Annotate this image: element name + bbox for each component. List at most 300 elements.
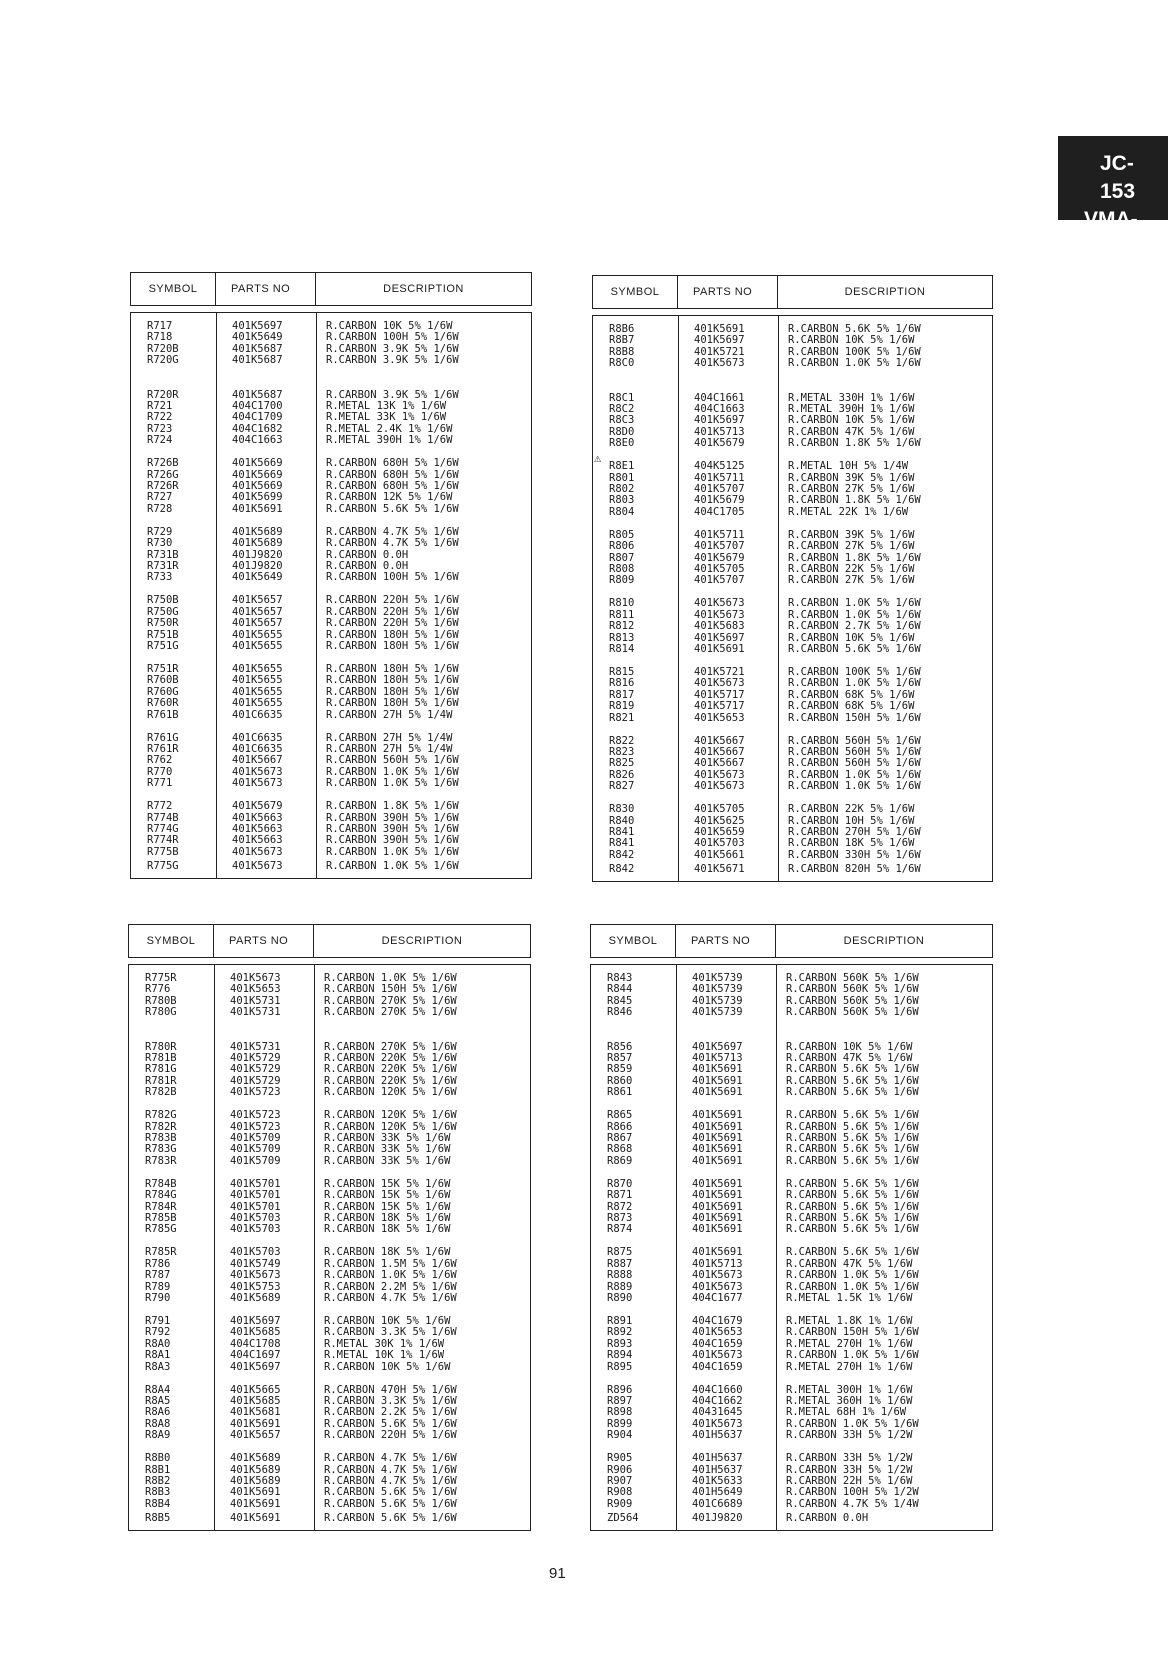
table-row (131, 470, 531, 481)
symbol-cell: R720B (147, 343, 179, 355)
symbol-cell: R720G (147, 355, 179, 367)
symbol-cell: R728 (147, 503, 173, 515)
row-group (129, 1110, 530, 1179)
symbol-cell: R775B (147, 846, 179, 858)
table-row (129, 1362, 530, 1373)
table-row (129, 1110, 530, 1121)
final-row (593, 864, 992, 875)
table-row (591, 1407, 992, 1418)
symbol-cell: R783G (145, 1144, 177, 1156)
description-cell: R.CARBON 18K 5% 1/6W (324, 1212, 451, 1224)
symbol-cell: R791 (145, 1315, 171, 1327)
row-group (129, 1385, 530, 1454)
symbol-cell: R751R (147, 663, 179, 675)
table-row (591, 1053, 992, 1064)
parts-no-cell: 401J9820 (232, 560, 283, 572)
symbol-cell: R717 (147, 321, 173, 332)
table-row (129, 1133, 530, 1144)
header-parts-no: PARTS NO (676, 925, 776, 957)
parts-no-cell: 401K5713 (692, 1052, 743, 1064)
header-description: DESCRIPTION (843, 935, 925, 947)
table-row (591, 996, 992, 1007)
symbol-cell: R8A5 (145, 1395, 171, 1407)
description-cell: R.METAL 300H 1% 1/6W (786, 1384, 913, 1396)
parts-no-cell: 40431645 (692, 1407, 743, 1419)
description-cell: R.CARBON 5.6K 5% 1/6W (786, 1201, 919, 1213)
description-cell: R.CARBON 220K 5% 1/6W (324, 1064, 457, 1076)
row-group (593, 736, 992, 805)
table-row (591, 1087, 992, 1098)
parts-no-cell: 401K5691 (692, 1075, 743, 1087)
parts-no-cell: 401K5689 (230, 1464, 281, 1476)
table-row (593, 736, 992, 747)
parts-no-cell: 404C1697 (230, 1350, 281, 1362)
parts-no-cell: 404C1660 (692, 1384, 743, 1396)
column-divider (316, 313, 317, 878)
symbol-cell: R774R (147, 835, 179, 847)
symbol-cell: R8B2 (145, 1475, 171, 1487)
row-group (593, 393, 992, 462)
table-row (131, 390, 531, 401)
parts-no-cell: 401K5655 (232, 675, 283, 687)
table-row (593, 393, 992, 404)
symbol-cell: R857 (607, 1052, 633, 1064)
row-group (131, 801, 531, 870)
table-row (129, 973, 530, 984)
description-cell: R.CARBON 680H 5% 1/6W (326, 469, 459, 481)
row-group (131, 390, 531, 459)
description-cell: R.CARBON 3.3K 5% 1/6W (324, 1327, 457, 1339)
symbol-cell: R733 (147, 572, 173, 584)
parts-no-cell: 401C6635 (232, 732, 283, 744)
description-cell: R.CARBON 4.7K 5% 1/6W (326, 526, 459, 538)
symbol-cell: R784G (145, 1190, 177, 1202)
description-cell: R.CARBON 100H 5% 1/6W (326, 572, 459, 584)
description-cell: R.CARBON 1.0K 5% 1/6W (788, 609, 921, 621)
description-cell: R.CARBON 33K 5% 1/6W (324, 1132, 451, 1144)
table-header (590, 924, 993, 958)
parts-no-cell: 401K5673 (232, 846, 283, 858)
final-row (131, 861, 531, 872)
symbol-cell: R811 (609, 609, 635, 621)
parts-no-cell: 401K5713 (694, 426, 745, 438)
symbol-cell: R904 (607, 1430, 633, 1442)
parts-no-cell: 404K5125 (694, 461, 745, 473)
parts-no-cell: 401K5697 (694, 415, 745, 427)
table-row (591, 1487, 992, 1498)
description-cell: R.CARBON 0.0H (326, 560, 409, 572)
description-cell: R.CARBON 27H 5% 1/4W (326, 709, 453, 721)
parts-no-cell: 401K5709 (230, 1144, 281, 1156)
symbol-cell: R785B (145, 1212, 177, 1224)
symbol-cell: R723 (147, 423, 173, 435)
parts-no-cell: 401K5653 (230, 984, 281, 996)
symbol-cell: R781B (145, 1052, 177, 1064)
table-row (131, 504, 531, 515)
table-row (129, 1144, 530, 1155)
description-cell: R.CARBON 27H 5% 1/4W (326, 732, 453, 744)
parts-no-cell: 401K5653 (694, 712, 745, 724)
table-row (593, 827, 992, 838)
description-cell: R.CARBON 5.6K 5% 1/6W (786, 1212, 919, 1224)
symbol-cell: R783R (145, 1155, 177, 1167)
table-row (131, 412, 531, 423)
parts-no-cell: 401K5633 (692, 1475, 743, 1487)
description-cell: R.CARBON 5.6K 5% 1/6W (786, 1121, 919, 1133)
description-cell: R.CARBON 1.8K 5% 1/6W (788, 552, 921, 564)
description-cell: R.METAL 360H 1% 1/6W (786, 1395, 913, 1407)
symbol-cell: R775R (145, 973, 177, 984)
parts-no-cell: 401K5659 (694, 826, 745, 838)
symbol-cell: R816 (609, 678, 635, 690)
parts-no-cell: 401K5711 (694, 472, 745, 484)
symbol-cell: R781R (145, 1075, 177, 1087)
description-cell: R.METAL 68H 1% 1/6W (786, 1407, 907, 1419)
table-row (591, 1476, 992, 1487)
symbol-cell: R761R (147, 743, 179, 755)
description-cell: R.CARBON 27K 5% 1/6W (788, 541, 915, 553)
parts-no-cell: 401C6689 (692, 1498, 743, 1510)
symbol-cell: R819 (609, 701, 635, 713)
parts-no-cell: 401K5691 (230, 1487, 281, 1499)
symbol-cell: R726B (147, 458, 179, 470)
row-group (131, 458, 531, 527)
row-group (591, 1179, 992, 1248)
table-row (593, 473, 992, 484)
symbol-cell: R774B (147, 812, 179, 824)
symbol-cell: R780G (145, 1007, 177, 1019)
description-cell: R.CARBON 15K 5% 1/6W (324, 1178, 451, 1190)
table-row (591, 1430, 992, 1441)
description-cell: R.CARBON 180H 5% 1/6W (326, 663, 459, 675)
symbol-cell: R846 (607, 1007, 633, 1019)
column-divider (314, 965, 315, 1530)
parts-no-cell: 401K5691 (692, 1178, 743, 1190)
parts-no-cell: 401K5731 (230, 995, 281, 1007)
parts-no-cell: 401K5673 (692, 1350, 743, 1362)
description-cell: R.CARBON 150H 5% 1/6W (786, 1327, 919, 1339)
description-cell: R.CARBON 5.6K 5% 1/6W (788, 643, 921, 655)
parts-no-cell: 401K5689 (230, 1292, 281, 1304)
table-row (129, 1202, 530, 1213)
table-row (591, 1293, 992, 1304)
header-symbol: SYMBOL (131, 273, 216, 305)
column-divider (678, 316, 679, 881)
parts-no-cell: 401K5671 (694, 863, 745, 875)
symbol-cell: R8A6 (145, 1407, 171, 1419)
table-row (591, 1465, 992, 1476)
header-description: DESCRIPTION (383, 283, 464, 295)
table-row (593, 713, 992, 724)
description-cell: R.CARBON 100H 5% 1/2W (786, 1487, 919, 1499)
parts-no-cell: 401K5649 (232, 332, 283, 344)
description-cell: R.METAL 330H 1% 1/6W (788, 392, 915, 404)
symbol-cell: R841 (609, 838, 635, 850)
symbol-cell: ZD564 (607, 1512, 639, 1524)
symbol-cell: R888 (607, 1270, 633, 1282)
table-row (591, 1270, 992, 1281)
description-cell: R.CARBON 820H 5% 1/6W (788, 863, 921, 875)
symbol-cell: R8C3 (609, 415, 635, 427)
symbol-cell: R760G (147, 686, 179, 698)
description-cell: R.CARBON 680H 5% 1/6W (326, 480, 459, 492)
symbol-cell: R8D0 (609, 426, 635, 438)
description-cell: R.CARBON 4.7K 5% 1/6W (324, 1453, 457, 1465)
parts-no-cell: 401K5681 (230, 1407, 281, 1419)
symbol-cell: R721 (147, 400, 173, 412)
description-cell: R.CARBON 680H 5% 1/6W (326, 458, 459, 470)
parts-no-cell: 401K5749 (230, 1258, 281, 1270)
description-cell: R.CARBON 4.7K 5% 1/6W (324, 1464, 457, 1476)
description-cell: R.CARBON 270K 5% 1/6W (324, 995, 457, 1007)
table-row (131, 435, 531, 446)
table-row (131, 698, 531, 709)
table-row (131, 755, 531, 766)
table-row (131, 572, 531, 583)
table-row (129, 1316, 530, 1327)
description-cell: R.CARBON 1.0K 5% 1/6W (324, 1270, 457, 1282)
symbol-cell: R894 (607, 1350, 633, 1362)
table-row (593, 507, 992, 518)
symbol-cell: R810 (609, 598, 635, 610)
table-row (591, 1202, 992, 1213)
description-cell: R.CARBON 5.6K 5% 1/6W (786, 1064, 919, 1076)
description-cell: R.CARBON 1.8K 5% 1/6W (788, 438, 921, 450)
symbol-cell: R870 (607, 1178, 633, 1190)
symbol-cell: R805 (609, 529, 635, 541)
table-row (129, 1419, 530, 1430)
symbol-cell: R871 (607, 1190, 633, 1202)
table-row (129, 1007, 530, 1018)
symbol-cell: R865 (607, 1110, 633, 1122)
symbol-cell: R908 (607, 1487, 633, 1499)
description-cell: R.METAL 10K 1% 1/6W (324, 1350, 445, 1362)
row-group (593, 530, 992, 599)
description-cell: R.CARBON 2.2K 5% 1/6W (324, 1407, 457, 1419)
table-row (593, 850, 992, 861)
symbol-cell: R906 (607, 1464, 633, 1476)
table-row (593, 667, 992, 678)
description-cell: R.CARBON 1.0K 5% 1/6W (326, 846, 459, 858)
table-row (593, 598, 992, 609)
description-cell: R.CARBON 3.9K 5% 1/6W (326, 389, 459, 401)
description-cell: R.CARBON 22K 5% 1/6W (788, 563, 915, 575)
description-cell: R.METAL 33K 1% 1/6W (326, 412, 447, 424)
symbol-cell: R872 (607, 1201, 633, 1213)
description-cell: R.CARBON 1.0K 5% 1/6W (324, 973, 457, 984)
table-row (131, 675, 531, 686)
symbol-cell: R8A1 (145, 1350, 171, 1362)
table-row (129, 996, 530, 1007)
table-row (131, 687, 531, 698)
description-cell: R.CARBON 18K 5% 1/6W (324, 1247, 451, 1259)
parts-no-cell: 401K5691 (694, 324, 745, 335)
description-cell: R.CARBON 4.7K 5% 1/6W (326, 538, 459, 550)
table-row (131, 595, 531, 606)
parts-no-cell: 404C1705 (694, 506, 745, 518)
symbol-cell: R730 (147, 538, 173, 550)
description-cell: R.METAL 2.4K 1% 1/6W (326, 423, 453, 435)
symbol-cell: R814 (609, 643, 635, 655)
description-cell: R.CARBON 47K 5% 1/6W (788, 426, 915, 438)
description-cell: R.CARBON 220H 5% 1/6W (324, 1430, 457, 1442)
model-label-line2: VMA-2(H (1084, 208, 1138, 259)
symbol-cell: R761G (147, 732, 179, 744)
row-group (129, 1247, 530, 1316)
table-row (591, 1339, 992, 1350)
table-row (131, 664, 531, 675)
table-row (129, 1213, 530, 1224)
header-symbol: SYMBOL (591, 925, 676, 957)
symbol-cell: R817 (609, 689, 635, 701)
symbol-cell: R840 (609, 815, 635, 827)
row-group (593, 804, 992, 873)
parts-no-cell: 404C1659 (692, 1361, 743, 1373)
description-cell: R.CARBON 220K 5% 1/6W (324, 1052, 457, 1064)
symbol-cell: R806 (609, 541, 635, 553)
description-cell: R.CARBON 3.3K 5% 1/6W (324, 1395, 457, 1407)
table-row (131, 847, 531, 858)
table-row (129, 1499, 530, 1510)
description-cell: R.CARBON 560K 5% 1/6W (786, 984, 919, 996)
table-row (593, 758, 992, 769)
parts-no-cell: 401H5649 (692, 1487, 743, 1499)
parts-no-cell: 401K5707 (694, 541, 745, 553)
symbol-cell: R720R (147, 389, 179, 401)
description-cell: R.CARBON 2.7K 5% 1/6W (788, 621, 921, 633)
description-cell: R.CARBON 1.0K 5% 1/6W (788, 678, 921, 690)
parts-no-cell: 401K5691 (232, 503, 283, 515)
table-row (129, 984, 530, 995)
table-row (129, 1053, 530, 1064)
table-header (592, 275, 993, 309)
description-cell: R.CARBON 33H 5% 1/2W (786, 1464, 913, 1476)
description-cell: R.CARBON 18K 5% 1/6W (788, 838, 915, 850)
row-group (591, 973, 992, 1042)
symbol-cell: R8C0 (609, 358, 635, 370)
parts-no-cell: 401K5717 (694, 689, 745, 701)
symbol-cell: R809 (609, 575, 635, 587)
description-cell: R.CARBON 1.0K 5% 1/6W (326, 766, 459, 778)
description-cell: R.CARBON 27H 5% 1/4W (326, 743, 453, 755)
symbol-cell: R825 (609, 758, 635, 770)
symbol-cell: R867 (607, 1132, 633, 1144)
table-row (131, 824, 531, 835)
symbol-cell: R841 (609, 826, 635, 838)
description-cell: R.CARBON 22K 5% 1/6W (788, 804, 915, 816)
symbol-cell: R905 (607, 1453, 633, 1465)
column-divider (216, 313, 217, 878)
table-row (591, 1042, 992, 1053)
parts-no-cell: 401H5637 (692, 1453, 743, 1465)
symbol-cell: R896 (607, 1384, 633, 1396)
symbol-cell: R892 (607, 1327, 633, 1339)
row-group (131, 527, 531, 596)
parts-no-cell: 401K5739 (692, 973, 743, 984)
table-row (129, 1087, 530, 1098)
symbol-cell: R856 (607, 1041, 633, 1053)
row-group (591, 1453, 992, 1522)
table-row (593, 438, 992, 449)
parts-no-cell: 401K5655 (232, 686, 283, 698)
parts-no-cell: 401K5701 (230, 1178, 281, 1190)
parts-no-cell: 401K5667 (694, 735, 745, 747)
symbol-cell: R842 (609, 863, 635, 875)
table-row (129, 1293, 530, 1304)
parts-no-cell: 401K5731 (230, 1041, 281, 1053)
table-body (128, 964, 531, 1531)
description-cell: R.CARBON 120K 5% 1/6W (324, 1087, 457, 1099)
description-cell: R.CARBON 330H 5% 1/6W (788, 849, 921, 861)
description-cell: R.CARBON 5.6K 5% 1/6W (326, 503, 459, 515)
parts-no-cell: 401K5669 (232, 469, 283, 481)
parts-no-cell: 401K5673 (692, 1270, 743, 1282)
symbol-cell: R770 (147, 766, 173, 778)
parts-no-cell: 401K5673 (694, 609, 745, 621)
parts-no-cell: 401K5655 (232, 640, 283, 652)
table-row (591, 1350, 992, 1361)
symbol-cell: R803 (609, 495, 635, 507)
symbol-cell: R826 (609, 769, 635, 781)
symbol-cell: R815 (609, 666, 635, 678)
symbol-cell: R8A8 (145, 1418, 171, 1430)
parts-no-cell: 401K5707 (694, 483, 745, 495)
symbol-cell: R897 (607, 1395, 633, 1407)
description-cell: R.CARBON 12K 5% 1/6W (326, 492, 453, 504)
description-cell: R.CARBON 270H 5% 1/6W (788, 826, 921, 838)
symbol-cell: R750B (147, 595, 179, 607)
symbol-cell: R724 (147, 435, 173, 447)
parts-no-cell: 401K5679 (694, 438, 745, 450)
description-cell: R.CARBON 470H 5% 1/6W (324, 1384, 457, 1396)
description-cell: R.CARBON 1.0K 5% 1/6W (788, 781, 921, 793)
symbol-cell: R780B (145, 995, 177, 1007)
parts-no-cell: 401K5739 (692, 1007, 743, 1019)
description-cell: R.CARBON 5.6K 5% 1/6W (786, 1178, 919, 1190)
description-cell: R.CARBON 5.6K 5% 1/6W (324, 1512, 457, 1524)
symbol-cell: R750R (147, 618, 179, 630)
description-cell: R.CARBON 47K 5% 1/6W (786, 1052, 913, 1064)
table-row (591, 1190, 992, 1201)
table-row (591, 1179, 992, 1190)
table-row (593, 461, 992, 472)
table-row (593, 564, 992, 575)
parts-no-cell: 401K5691 (692, 1224, 743, 1236)
parts-no-cell: 401K5691 (692, 1064, 743, 1076)
parts-no-cell: 401K5697 (230, 1361, 281, 1373)
parts-no-cell: 401K5625 (694, 815, 745, 827)
table-row (593, 347, 992, 358)
parts-no-cell: 401K5723 (230, 1110, 281, 1122)
symbol-cell: R8B5 (145, 1512, 171, 1524)
symbol-cell: R760B (147, 675, 179, 687)
description-cell: R.CARBON 390H 5% 1/6W (326, 835, 459, 847)
table-row (129, 1350, 530, 1361)
table-row (129, 1122, 530, 1133)
description-cell: R.CARBON 10H 5% 1/6W (788, 815, 915, 827)
description-cell: R.CARBON 1.8K 5% 1/6W (326, 801, 459, 813)
table-row (131, 550, 531, 561)
description-cell: R.CARBON 100K 5% 1/6W (788, 346, 921, 358)
table-row (593, 644, 992, 655)
description-cell: R.CARBON 5.6K 5% 1/6W (786, 1132, 919, 1144)
parts-no-cell: 404C1700 (232, 400, 283, 412)
column-divider (776, 965, 777, 1530)
table-row (131, 835, 531, 846)
parts-no-cell: 401K5691 (692, 1190, 743, 1202)
description-cell: R.METAL 270H 1% 1/6W (786, 1338, 913, 1350)
symbol-cell: R731B (147, 549, 179, 561)
